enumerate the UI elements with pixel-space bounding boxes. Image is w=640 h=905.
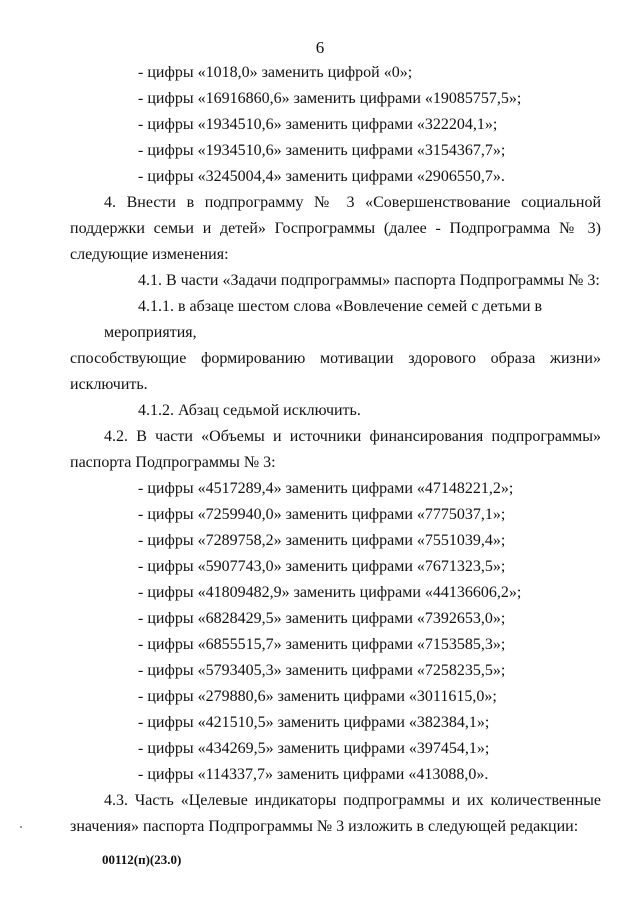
paragraph-4-3-line: значения» паспорта Подпрограммы № 3 изложить в следующей редакции: bbox=[70, 818, 579, 835]
list-item: - цифры «114337,7» заменить цифрами «413088,0». bbox=[138, 766, 489, 783]
list-item: - цифры «434269,5» заменить цифрами «397454,1»; bbox=[138, 740, 490, 757]
list-item: - цифры «5793405,3» заменить цифрами «7258235,5»; bbox=[138, 662, 506, 679]
list-item: - цифры «1934510,6» заменить цифрами «3154367,7»; bbox=[138, 142, 506, 159]
paragraph-4-line: поддержки семьи и детей» Госпрограммы (далее - Подпрограмма № 3) bbox=[70, 220, 601, 237]
paragraph-4-1-1-line: исключить. bbox=[70, 376, 148, 393]
list-item: - цифры «1934510,6» заменить цифрами «322204,1»; bbox=[138, 116, 498, 133]
page-number: 6 bbox=[315, 38, 325, 57]
paragraph-4-1-1-line: 4.1.1. в абзаце шестом слова «Вовлечение семей с детьми в мероприятия, bbox=[104, 298, 543, 341]
list-item: - цифры «41809482,9» заменить цифрами «44136606,2»; bbox=[138, 584, 522, 601]
list-item: - цифры «6828429,5» заменить цифрами «7392653,0»; bbox=[138, 610, 506, 627]
list-item: - цифры «16916860,6» заменить цифрами «19085757,5»; bbox=[138, 90, 522, 107]
list-item: - цифры «3245004,4» заменить цифрами «2906550,7». bbox=[138, 168, 505, 185]
paragraph-4-line: 4. Внести в подпрограмму № 3 «Совершенствование социальной bbox=[104, 194, 601, 211]
paragraph-4-3-line: 4.3. Часть «Целевые индикаторы подпрограммы и их количественные bbox=[104, 792, 601, 809]
paragraph-4-2-line: 4.2. В части «Объемы и источники финансирования подпрограммы» bbox=[104, 428, 601, 445]
list-item: - цифры «279880,6» заменить цифрами «3011615,0»; bbox=[138, 688, 497, 705]
list-item: - цифры «6855515,7» заменить цифрами «7153585,3»; bbox=[138, 636, 506, 653]
list-item: - цифры «1018,0» заменить цифрой «0»; bbox=[138, 64, 413, 81]
paragraph-4-2-line: паспорта Подпрограммы № 3: bbox=[70, 454, 276, 471]
list-item: - цифры «4517289,4» заменить цифрами «47148221,2»; bbox=[138, 480, 514, 497]
list-item: - цифры «421510,5» заменить цифрами «382384,1»; bbox=[138, 714, 490, 731]
footer-code: 00112(п)(23.0) bbox=[102, 852, 182, 867]
list-item: - цифры «7289758,2» заменить цифрами «7551039,4»; bbox=[138, 532, 506, 549]
paragraph-4-1: 4.1. В части «Задачи подпрограммы» паспорта Подпрограммы № 3: bbox=[138, 272, 600, 289]
document-body bbox=[70, 60, 601, 840]
paragraph-4-1-2: 4.1.2. Абзац седьмой исключить. bbox=[138, 402, 361, 419]
paragraph-4-line: следующие изменения: bbox=[70, 246, 229, 263]
margin-mark bbox=[20, 826, 22, 828]
list-item: - цифры «5907743,0» заменить цифрами «7671323,5»; bbox=[138, 558, 506, 575]
paragraph-4-1-1-line: способствующие формированию мотивации здорового образа жизни» bbox=[70, 350, 601, 367]
list-item: - цифры «7259940,0» заменить цифрами «7775037,1»; bbox=[138, 506, 506, 523]
